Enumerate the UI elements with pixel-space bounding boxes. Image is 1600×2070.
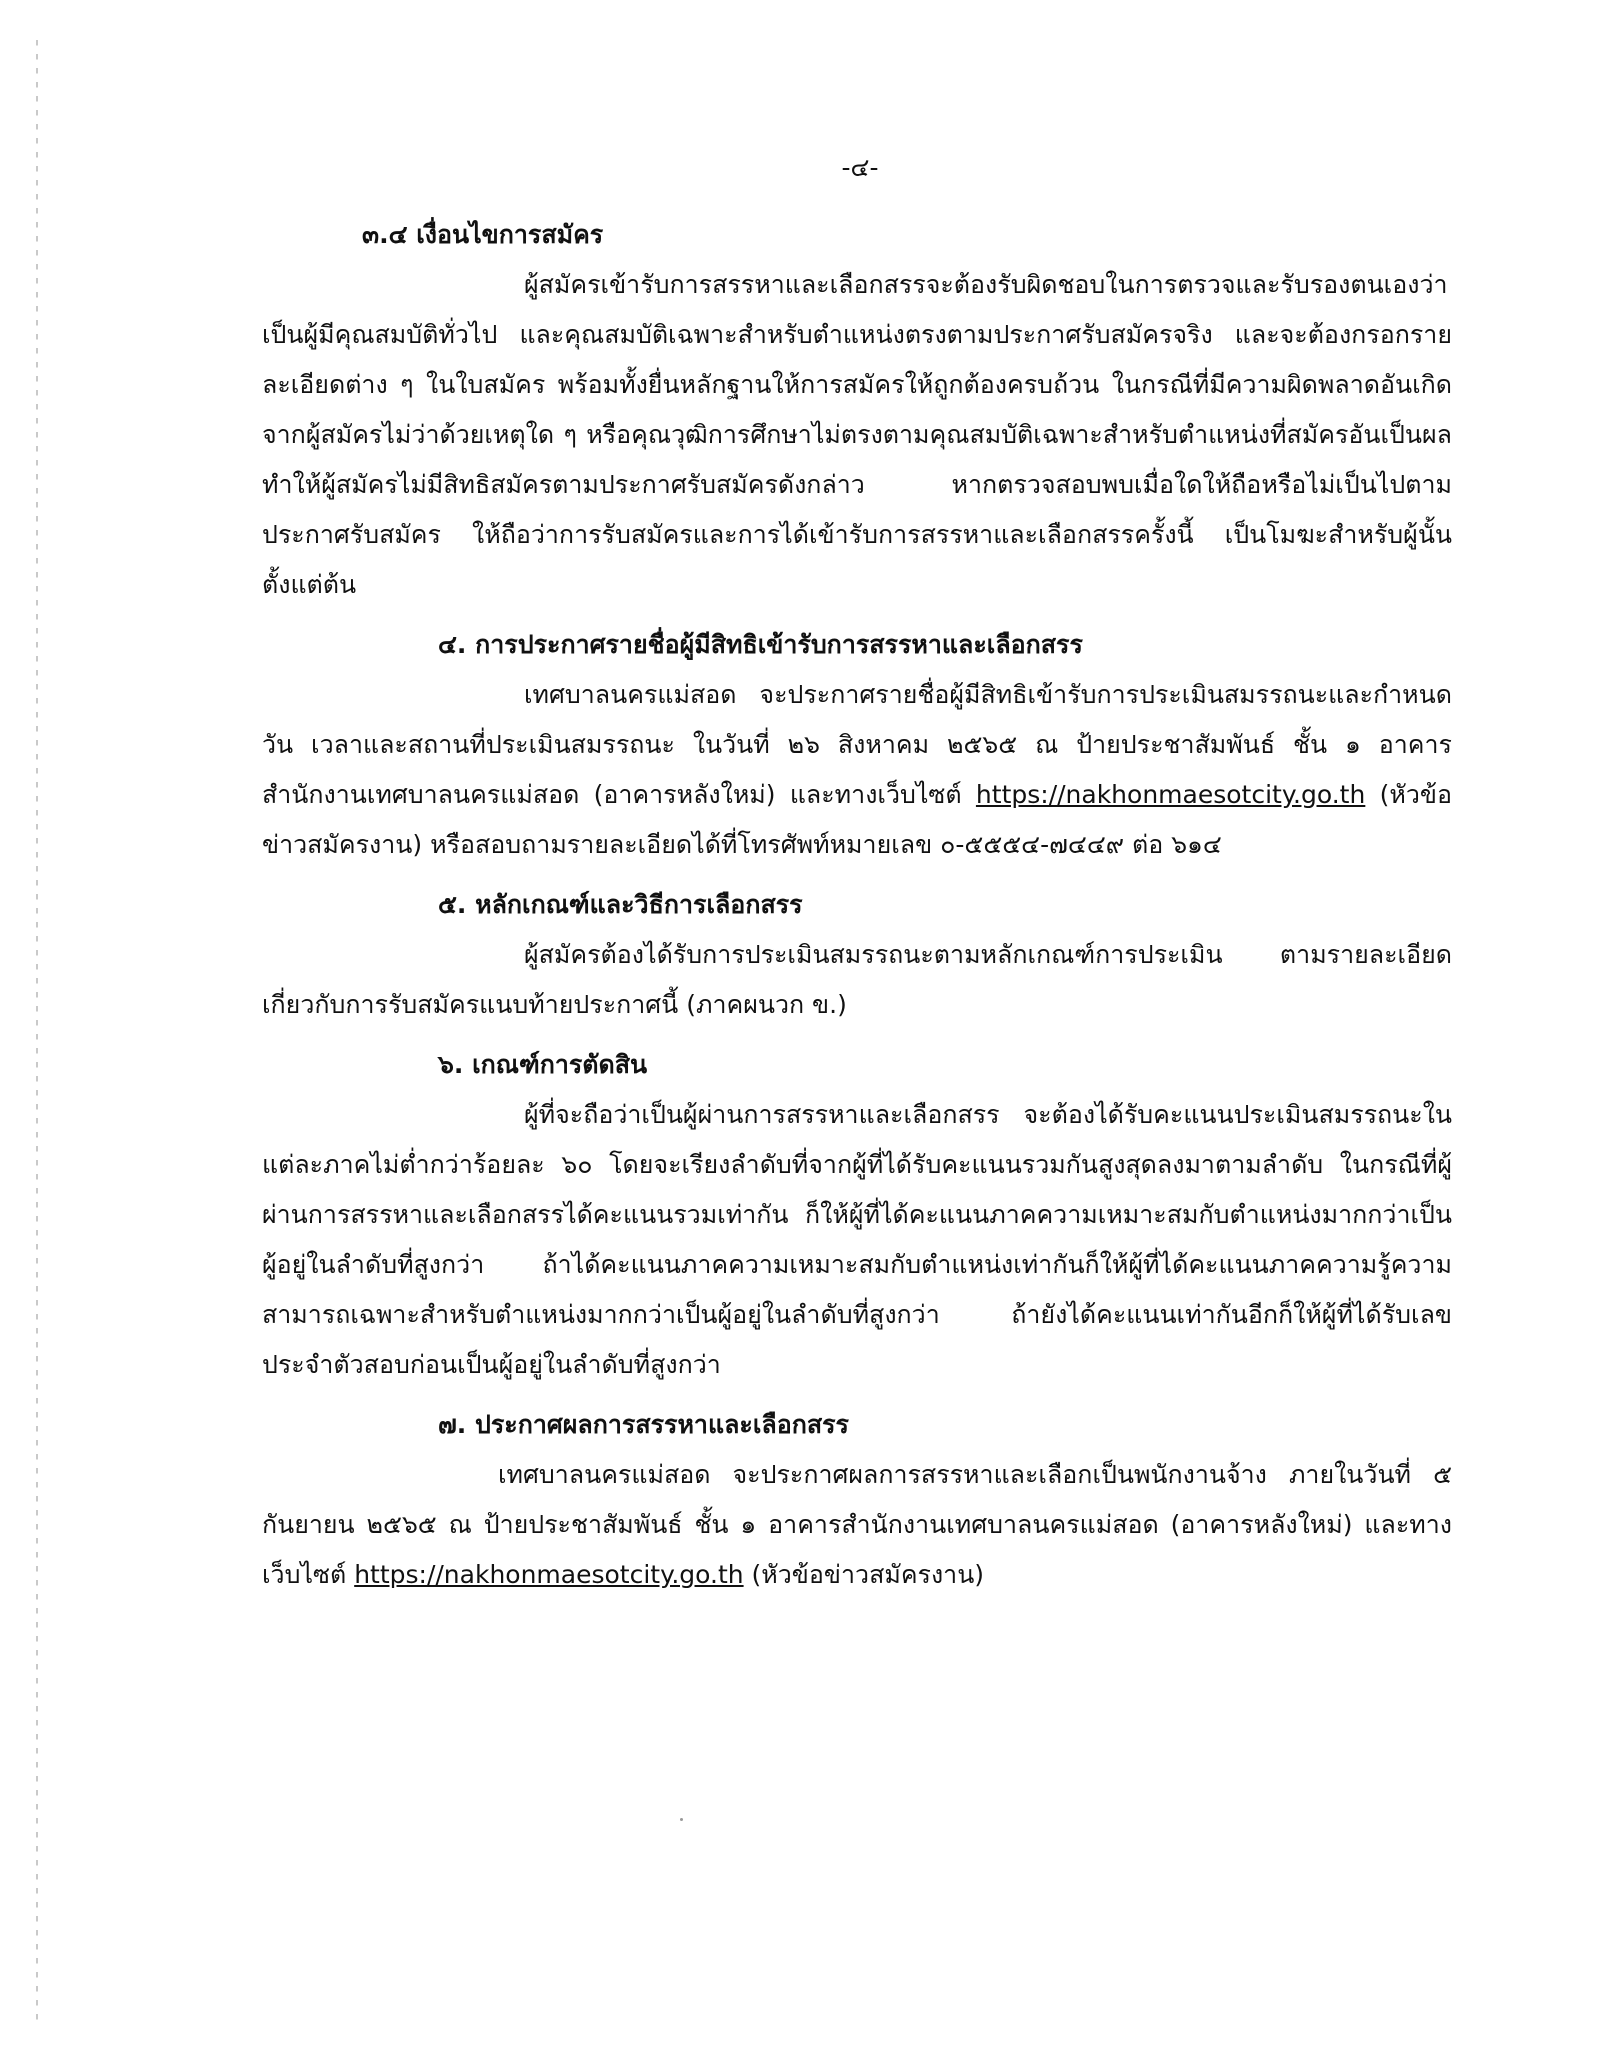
section-6-body: ผู้ที่จะถือว่าเป็นผู้ผ่านการสรรหาและเลือกสรร จะต้องได้รับคะแนนประเมินสมรรถนะในแต่ละภาคไม่ต่ำกว่าร้อยละ ๖๐ โดยจะเรียงลำดับที่จากผู้ที่ได้รับคะแนนรวมกันสูงสุดลงมาตามลำดับ ในกรณีที่ผู้ผ่านการสรรหาและเลือกสรรได้คะแนนรวมเท่ากัน ก็ให้ผู้ที่ได้คะแนนภาคความเหมาะสมกับตำแหน่งมากกว่าเป็นผู้อยู่ในลำดับที่สูงกว่า ถ้าได้คะแนนภาคความเหมาะสมกับตำแหน่งเท่ากันก็ให้ผู้ที่ได้คะแนนภาคความรู้ความสามารถเฉพาะสำหรับตำแหน่งมากกว่าเป็นผู้อยู่ในลำดับที่สูงกว่า ถ้ายังได้คะแนนเท่ากันอีกก็ให้ผู้ที่ได้รับเลขประจำตัวสอบก่อนเป็นผู้อยู่ในลำดับที่สูงกว่า [262,1100,1452,1379]
section-7-website-link[interactable]: https://nakhonmaesotcity.go.th [354,1560,744,1589]
section-4-text-b: (หัวข้อข่าวสมัครงาน) หรือสอบถามรายละเอียดได้ที่โทรศัพท์หมายเลข ๐-๕๕๕๔-๗๔๔๙ ต่อ ๖๑๔ [262,780,1452,859]
document-body [262,210,1452,1600]
section-7-text-b: (หัวข้อข่าวสมัครงาน) [743,1560,985,1589]
section-6-heading: ๖. เกณฑ์การตัดสิน [438,1050,648,1079]
section-4-heading: ๔. การประกาศรายชื่อผู้มีสิทธิเข้ารับการสรรหาและเลือกสรร [438,630,1083,659]
section-7-text-a: เทศบาลนครแม่สอด จะประกาศผลการสรรหาและเลือกเป็นพนักงานจ้าง ภายในวันที่ ๕ กันยายน ๒๕๖๕ ณ ป้ายประชาสัมพันธ์ ชั้น ๑ อาคารสำนักงานเทศบาลนครแม่สอด (อาคารหลังใหม่) และทางเว็บไซต์ [262,1460,1452,1589]
section-4-body [262,670,1452,870]
section-7-body [262,1450,1452,1600]
scan-margin-marks [36,40,38,2020]
scan-speck [680,1818,683,1821]
section-7-heading: ๗. ประกาศผลการสรรหาและเลือกสรร [438,1410,849,1439]
section-4-text-a: เทศบาลนครแม่สอด จะประกาศรายชื่อผู้มีสิทธิเข้ารับการประเมินสมรรถนะและกำหนดวัน เวลาและสถานที่ประเมินสมรรถนะ ในวันที่ ๒๖ สิงหาคม ๒๕๖๕ ณ ป้ายประชาสัมพันธ์ ชั้น ๑ อาคารสำนักงานเทศบาลนครแม่สอด (อาคารหลังใหม่) และทางเว็บไซต์ [262,680,1452,809]
section-4-website-link[interactable]: https://nakhonmaesotcity.go.th [975,780,1366,809]
page-number: -๔- [841,153,879,182]
section-5-heading: ๕. หลักเกณฑ์และวิธีการเลือกสรร [438,890,803,919]
section-5-body: ผู้สมัครต้องได้รับการประเมินสมรรถนะตามหลักเกณฑ์การประเมิน ตามรายละเอียดเกี่ยวกับการรับสมัครแนบท้ายประกาศนี้ (ภาคผนวก ข.) [262,940,1452,1019]
section-3-4-heading: ๓.๔ เงื่อนไขการสมัคร [362,220,604,249]
section-3-4-body: ผู้สมัครเข้ารับการสรรหาและเลือกสรรจะต้องรับผิดชอบในการตรวจและรับรองตนเองว่าเป็นผู้มีคุณสมบัติทั่วไป และคุณสมบัติเฉพาะสำหรับตำแหน่งตรงตามประกาศรับสมัครจริง และจะต้องกรอกรายละเอียดต่าง ๆ ในใบสมัคร พร้อมทั้งยื่นหลักฐานให้การสมัครให้ถูกต้องครบถ้วน ในกรณีที่มีความผิดพลาดอันเกิดจากผู้สมัครไม่ว่าด้วยเหตุใด ๆ หรือคุณวุฒิการศึกษาไม่ตรงตามคุณสมบัติเฉพาะสำหรับตำแหน่งที่สมัครอันเป็นผลทำให้ผู้สมัครไม่มีสิทธิสมัครตามประกาศรับสมัครดังกล่าว หากตรวจสอบพบเมื่อใดให้ถือหรือไม่เป็นไปตามประกาศรับสมัคร ให้ถือว่าการรับสมัครและการได้เข้ารับการสรรหาและเลือกสรรครั้งนี้ เป็นโมฆะสำหรับผู้นั้นตั้งแต่ต้น [262,270,1452,599]
